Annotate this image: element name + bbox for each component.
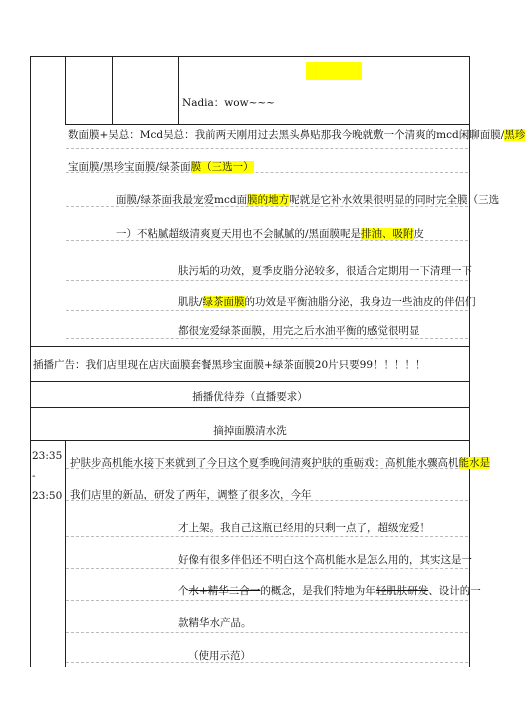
col-divider-3 [178, 56, 179, 124]
text-line: 才上架。我自己这瓶已经用的只剩一点了，超级宠爱！ [178, 522, 430, 534]
rule-line [66, 568, 468, 569]
remove-mask-bottom-border [30, 440, 470, 441]
rule-line [66, 310, 468, 311]
text-line: 肤污垢的功效，夏季皮脂分泌较多，很适合定期用一下清理一下 [178, 265, 472, 277]
table-left-border [30, 56, 31, 667]
text-line: 肌肤/绿茶面膜的功效是平衡油脂分泌，我身边一些油皮的伴侣们 [178, 296, 476, 308]
text-line: 数面膜+吴总：Mcd吴总：我前两天刚用过去黑头鼻贴那我今晚就敷一个清爽的mcd闲聊面膜/黑珍 [68, 129, 525, 141]
text-line: 宝面膜/黑珍宝面膜/绿茶面膜（三选一） [68, 161, 254, 173]
remove-mask-line: 摘掉面膜清水洗 [213, 425, 287, 437]
row1-inner-border [65, 124, 469, 125]
text-line: 面膜/绿茶面我最宠爱mcd面膜的地方呢就是它补水效果很明显的同时完全膜（三选 [116, 194, 500, 206]
nadia-line: Nadia：wow~~~ [182, 97, 275, 109]
highlight-block [306, 62, 362, 80]
rule-line [66, 148, 468, 149]
rule-line [66, 632, 468, 633]
rule-line [66, 536, 468, 537]
ad-line: 插播广告：我们店里现在店庆面膜套餐黑珍宝面膜+绿茶面膜20片只要99！！！！！ [33, 359, 426, 371]
text-line: 一）不粘腻超级清爽夏天用也不会腻腻的/黑面膜呢是排油、吸附皮 [116, 228, 425, 240]
col-divider-2 [112, 56, 113, 124]
text-line: 都很宠爱绿茶面膜，用完之后水油平衡的感觉很明显 [178, 325, 420, 337]
time-cell: 23:35 - 23:50 [32, 450, 63, 502]
coupon-bottom-border [30, 407, 470, 408]
text-line: 好像有很多伴侣还不明白这个高机能水是怎么用的，其实这是一 [178, 554, 472, 566]
rule-line [66, 662, 468, 663]
col-divider-1 [65, 56, 66, 124]
table-right-border [469, 56, 470, 667]
rule-line [66, 280, 468, 281]
table-top-border [30, 56, 470, 57]
rule-line [66, 600, 468, 601]
text-line: 个水+精华二合一的概念，是我们特地为年轻肌肤研发、设计的一 [178, 585, 481, 597]
row1-bottom-border [30, 346, 470, 347]
coupon-line: 插播优待券（直播要求） [192, 391, 308, 403]
rule-line [66, 338, 468, 339]
text-line: 款精华水产品。 [178, 617, 252, 629]
text-line: 护肤步高机能水接下来就到了今日这个夏季晚间清爽护肤的重砺戏：高机能水骤高机能水是 [70, 457, 490, 469]
text-line: （使用示范） [188, 650, 251, 662]
text-line: 我们店里的新品，研发了两年，调整了很多次，今年 [70, 489, 312, 501]
ad-bottom-border [30, 381, 470, 382]
